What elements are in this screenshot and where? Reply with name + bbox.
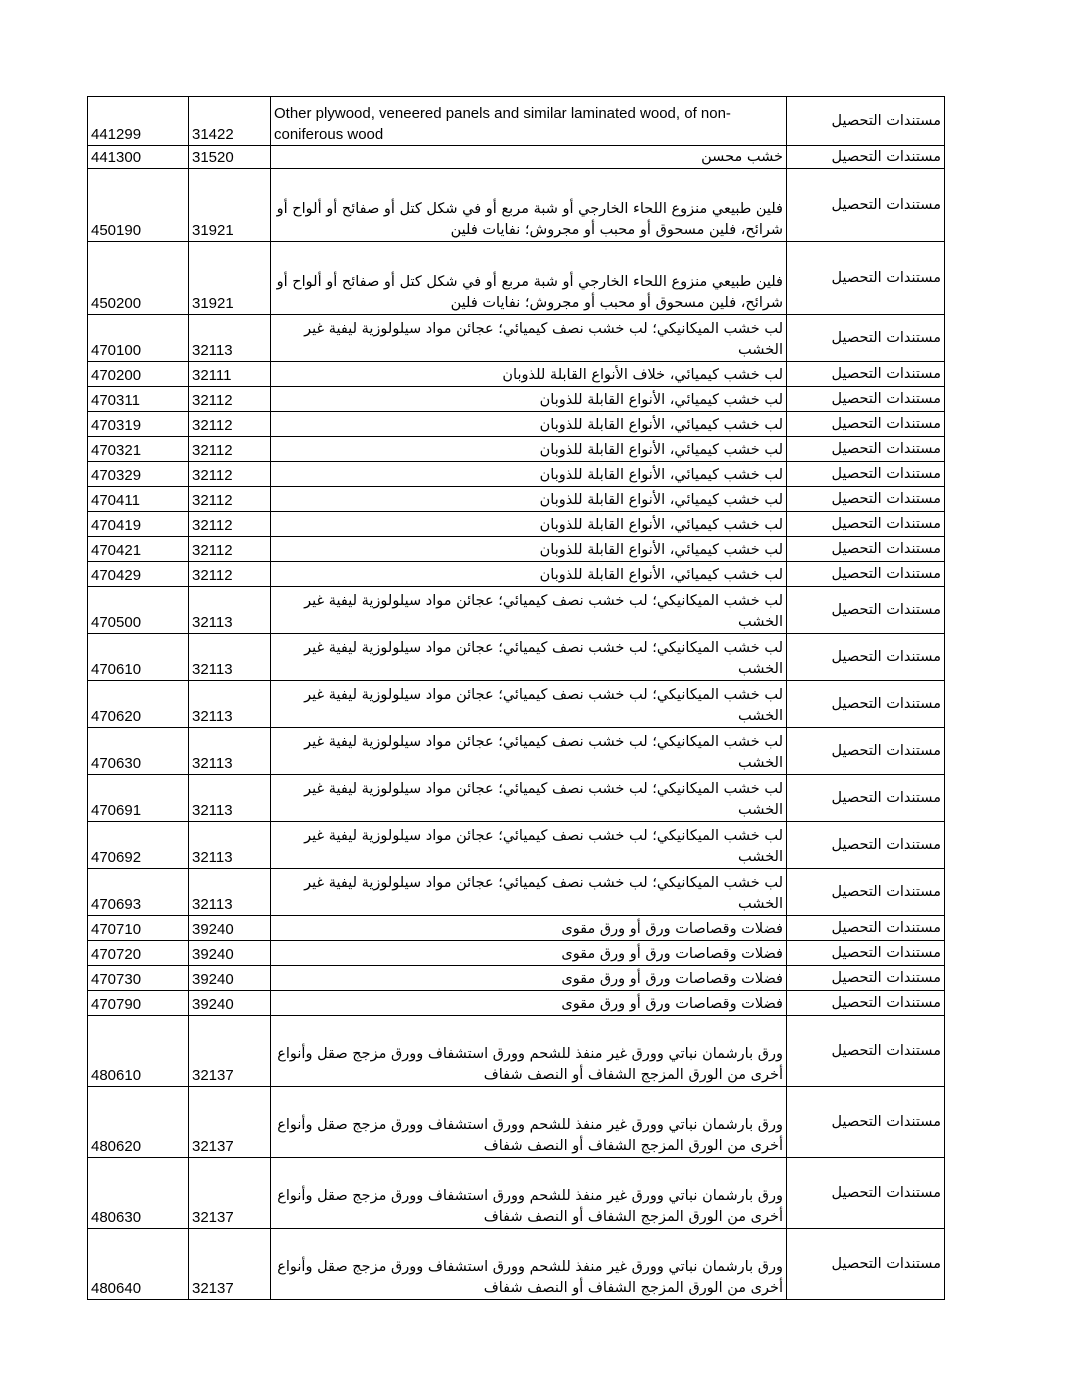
cpc-code-cell: 32112 <box>189 562 271 587</box>
hs-code-cell: 480620 <box>88 1087 189 1158</box>
cpc-code-cell: 32112 <box>189 537 271 562</box>
tariff-table <box>87 96 945 1300</box>
category-cell: مستندات التحصيل <box>787 1158 945 1229</box>
table-row <box>88 512 945 537</box>
table-row <box>88 537 945 562</box>
table-row <box>88 681 945 728</box>
category-cell: مستندات التحصيل <box>787 634 945 681</box>
hs-code-cell: 480640 <box>88 1229 189 1300</box>
category-cell: مستندات التحصيل <box>787 916 945 941</box>
hs-code-cell: 470790 <box>88 991 189 1016</box>
description-cell: فضلات وقصاصات ورق أو ورق مقوى <box>271 966 787 991</box>
description-cell: لب خشب كيميائي، الأنواع القابلة للذوبان <box>271 512 787 537</box>
cpc-code-cell: 32113 <box>189 634 271 681</box>
description-cell: فضلات وقصاصات ورق أو ورق مقوى <box>271 991 787 1016</box>
hs-code-cell: 470411 <box>88 487 189 512</box>
hs-code-cell: 450200 <box>88 242 189 315</box>
description-cell: لب خشب الميكانيكي؛ لب خشب نصف كيميائي؛ عجائن مواد سيلولوزية ليفية غير الخشب <box>271 587 787 634</box>
table-row <box>88 242 945 315</box>
category-cell: مستندات التحصيل <box>787 362 945 387</box>
table-row <box>88 146 945 169</box>
table-row <box>88 487 945 512</box>
cpc-code-cell: 39240 <box>189 941 271 966</box>
description-cell: لب خشب الميكانيكي؛ لب خشب نصف كيميائي؛ عجائن مواد سيلولوزية ليفية غير الخشب <box>271 728 787 775</box>
table-row <box>88 941 945 966</box>
category-cell: مستندات التحصيل <box>787 512 945 537</box>
table-row <box>88 562 945 587</box>
table-row <box>88 315 945 362</box>
cpc-code-cell: 39240 <box>189 991 271 1016</box>
hs-code-cell: 441300 <box>88 146 189 169</box>
cpc-code-cell: 32112 <box>189 462 271 487</box>
category-cell: مستندات التحصيل <box>787 728 945 775</box>
table-row <box>88 728 945 775</box>
table-row <box>88 169 945 242</box>
table-row <box>88 462 945 487</box>
table-row <box>88 437 945 462</box>
table-row <box>88 869 945 916</box>
hs-code-cell: 470200 <box>88 362 189 387</box>
hs-code-cell: 480630 <box>88 1158 189 1229</box>
category-cell: مستندات التحصيل <box>787 822 945 869</box>
description-cell: Other plywood, veneered panels and similar laminated wood, of non-coniferous wood <box>271 97 787 146</box>
hs-code-cell: 470620 <box>88 681 189 728</box>
cpc-code-cell: 32112 <box>189 437 271 462</box>
cpc-code-cell: 32111 <box>189 362 271 387</box>
hs-code-cell: 470691 <box>88 775 189 822</box>
description-cell: خشب محسن <box>271 146 787 169</box>
category-cell: مستندات التحصيل <box>787 146 945 169</box>
tariff-table-body <box>88 97 945 1300</box>
hs-code-cell: 470419 <box>88 512 189 537</box>
category-cell: مستندات التحصيل <box>787 487 945 512</box>
description-cell: لب خشب كيميائي، الأنواع القابلة للذوبان <box>271 537 787 562</box>
cpc-code-cell: 32113 <box>189 869 271 916</box>
category-cell: مستندات التحصيل <box>787 966 945 991</box>
category-cell: مستندات التحصيل <box>787 437 945 462</box>
table-row <box>88 1016 945 1087</box>
category-cell: مستندات التحصيل <box>787 991 945 1016</box>
category-cell: مستندات التحصيل <box>787 869 945 916</box>
description-cell: لب خشب الميكانيكي؛ لب خشب نصف كيميائي؛ عجائن مواد سيلولوزية ليفية غير الخشب <box>271 869 787 916</box>
category-cell: مستندات التحصيل <box>787 462 945 487</box>
category-cell: مستندات التحصيل <box>787 681 945 728</box>
hs-code-cell: 470421 <box>88 537 189 562</box>
cpc-code-cell: 39240 <box>189 966 271 991</box>
category-cell: مستندات التحصيل <box>787 562 945 587</box>
category-cell: مستندات التحصيل <box>787 315 945 362</box>
cpc-code-cell: 32112 <box>189 487 271 512</box>
hs-code-cell: 470329 <box>88 462 189 487</box>
table-row <box>88 1229 945 1300</box>
cpc-code-cell: 32112 <box>189 387 271 412</box>
table-row <box>88 587 945 634</box>
description-cell: ورق بارشمان نباتي وورق غير منفذ للشحم وورق استشفاف وورق مزجج صقل وأنواع أخرى من الورق المزجج الشفاف أو النصف شفاف <box>271 1229 787 1300</box>
category-cell: مستندات التحصيل <box>787 1016 945 1087</box>
cpc-code-cell: 32113 <box>189 822 271 869</box>
description-cell: لب خشب كيميائي، الأنواع القابلة للذوبان <box>271 462 787 487</box>
description-cell: ورق بارشمان نباتي وورق غير منفذ للشحم وورق استشفاف وورق مزجج صقل وأنواع أخرى من الورق المزجج الشفاف أو النصف شفاف <box>271 1016 787 1087</box>
hs-code-cell: 470710 <box>88 916 189 941</box>
description-cell: لب خشب كيميائي، خلاف الأنواع القابلة للذوبان <box>271 362 787 387</box>
hs-code-cell: 441299 <box>88 97 189 146</box>
description-cell: لب خشب الميكانيكي؛ لب خشب نصف كيميائي؛ عجائن مواد سيلولوزية ليفية غير الخشب <box>271 634 787 681</box>
description-cell: فضلات وقصاصات ورق أو ورق مقوى <box>271 916 787 941</box>
hs-code-cell: 470610 <box>88 634 189 681</box>
cpc-code-cell: 32137 <box>189 1158 271 1229</box>
table-row <box>88 1158 945 1229</box>
cpc-code-cell: 32113 <box>189 775 271 822</box>
category-cell: مستندات التحصيل <box>787 1229 945 1300</box>
category-cell: مستندات التحصيل <box>787 97 945 146</box>
table-row <box>88 822 945 869</box>
cpc-code-cell: 31520 <box>189 146 271 169</box>
table-row <box>88 991 945 1016</box>
hs-code-cell: 470100 <box>88 315 189 362</box>
hs-code-cell: 480610 <box>88 1016 189 1087</box>
description-cell: فضلات وقصاصات ورق أو ورق مقوى <box>271 941 787 966</box>
table-row <box>88 966 945 991</box>
description-cell: فلين طبيعي منزوع اللحاء الخارجي أو شبة مربع أو في شكل كتل أو صفائح أو ألواح أو شرائح، فلين مسحوق أو محبب أو مجروش؛ نفايات فلين <box>271 242 787 315</box>
description-cell: لب خشب الميكانيكي؛ لب خشب نصف كيميائي؛ عجائن مواد سيلولوزية ليفية غير الخشب <box>271 681 787 728</box>
hs-code-cell: 470630 <box>88 728 189 775</box>
cpc-code-cell: 31422 <box>189 97 271 146</box>
cpc-code-cell: 31921 <box>189 169 271 242</box>
hs-code-cell: 450190 <box>88 169 189 242</box>
description-cell: لب خشب الميكانيكي؛ لب خشب نصف كيميائي؛ عجائن مواد سيلولوزية ليفية غير الخشب <box>271 775 787 822</box>
description-cell: لب خشب كيميائي، الأنواع القابلة للذوبان <box>271 562 787 587</box>
cpc-code-cell: 32113 <box>189 587 271 634</box>
hs-code-cell: 470321 <box>88 437 189 462</box>
table-row <box>88 412 945 437</box>
description-cell: لب خشب كيميائي، الأنواع القابلة للذوبان <box>271 487 787 512</box>
table-row <box>88 1087 945 1158</box>
table-row <box>88 97 945 146</box>
cpc-code-cell: 31921 <box>189 242 271 315</box>
cpc-code-cell: 32137 <box>189 1087 271 1158</box>
description-cell: ورق بارشمان نباتي وورق غير منفذ للشحم وورق استشفاف وورق مزجج صقل وأنواع أخرى من الورق المزجج الشفاف أو النصف شفاف <box>271 1158 787 1229</box>
table-row <box>88 916 945 941</box>
category-cell: مستندات التحصيل <box>787 242 945 315</box>
cpc-code-cell: 32112 <box>189 412 271 437</box>
hs-code-cell: 470429 <box>88 562 189 587</box>
table-row <box>88 634 945 681</box>
cpc-code-cell: 32113 <box>189 728 271 775</box>
cpc-code-cell: 32137 <box>189 1016 271 1087</box>
description-cell: لب خشب كيميائي، الأنواع القابلة للذوبان <box>271 437 787 462</box>
category-cell: مستندات التحصيل <box>787 1087 945 1158</box>
category-cell: مستندات التحصيل <box>787 387 945 412</box>
category-cell: مستندات التحصيل <box>787 537 945 562</box>
category-cell: مستندات التحصيل <box>787 169 945 242</box>
cpc-code-cell: 39240 <box>189 916 271 941</box>
description-cell: فلين طبيعي منزوع اللحاء الخارجي أو شبة مربع أو في شكل كتل أو صفائح أو ألواح أو شرائح، فلين مسحوق أو محبب أو مجروش؛ نفايات فلين <box>271 169 787 242</box>
cpc-code-cell: 32112 <box>189 512 271 537</box>
description-cell: لب خشب الميكانيكي؛ لب خشب نصف كيميائي؛ عجائن مواد سيلولوزية ليفية غير الخشب <box>271 822 787 869</box>
hs-code-cell: 470692 <box>88 822 189 869</box>
category-cell: مستندات التحصيل <box>787 412 945 437</box>
hs-code-cell: 470720 <box>88 941 189 966</box>
category-cell: مستندات التحصيل <box>787 775 945 822</box>
table-row <box>88 775 945 822</box>
description-cell: لب خشب كيميائي، الأنواع القابلة للذوبان <box>271 412 787 437</box>
description-cell: لب خشب كيميائي، الأنواع القابلة للذوبان <box>271 387 787 412</box>
hs-code-cell: 470693 <box>88 869 189 916</box>
table-row <box>88 362 945 387</box>
table-row <box>88 387 945 412</box>
description-cell: لب خشب الميكانيكي؛ لب خشب نصف كيميائي؛ عجائن مواد سيلولوزية ليفية غير الخشب <box>271 315 787 362</box>
category-cell: مستندات التحصيل <box>787 941 945 966</box>
cpc-code-cell: 32113 <box>189 681 271 728</box>
cpc-code-cell: 32113 <box>189 315 271 362</box>
hs-code-cell: 470311 <box>88 387 189 412</box>
cpc-code-cell: 32137 <box>189 1229 271 1300</box>
hs-code-cell: 470500 <box>88 587 189 634</box>
hs-code-cell: 470319 <box>88 412 189 437</box>
category-cell: مستندات التحصيل <box>787 587 945 634</box>
hs-code-cell: 470730 <box>88 966 189 991</box>
description-cell: ورق بارشمان نباتي وورق غير منفذ للشحم وورق استشفاف وورق مزجج صقل وأنواع أخرى من الورق المزجج الشفاف أو النصف شفاف <box>271 1087 787 1158</box>
